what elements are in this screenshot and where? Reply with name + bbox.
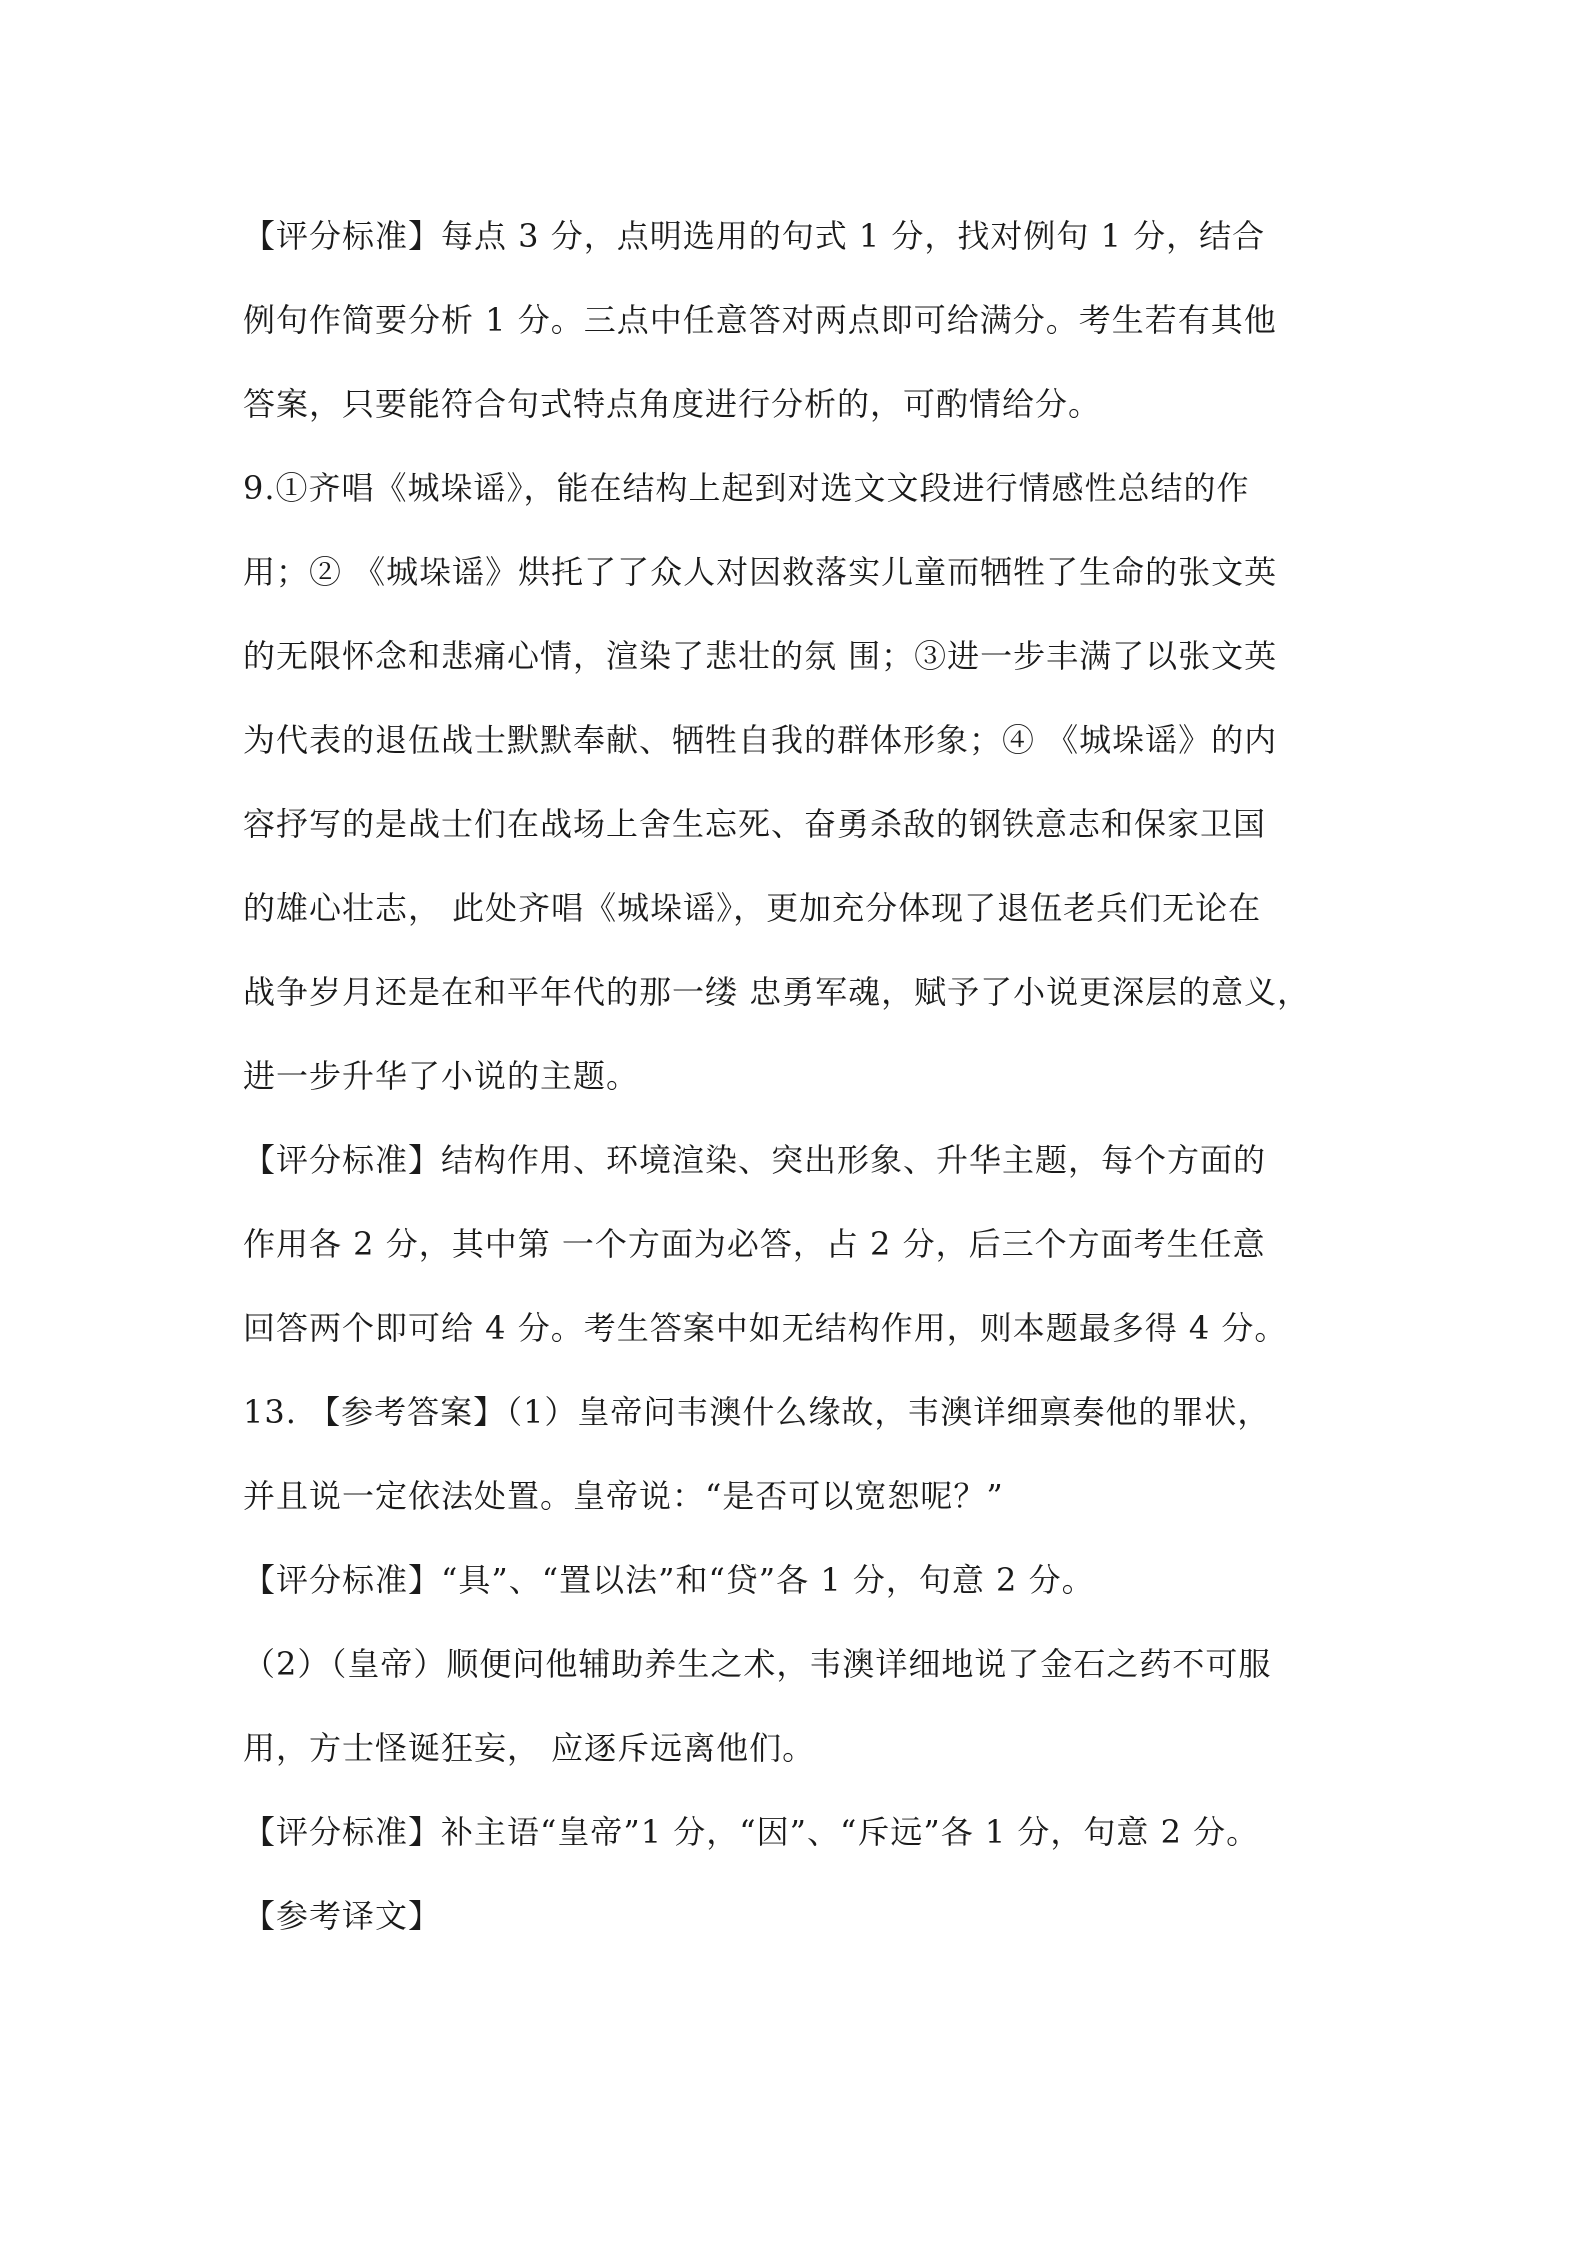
text-line: 【评分标准】每点 3 分，点明选用的句式 1 分，找对例句 1 分，结合 <box>243 217 1266 255</box>
text-line: 并且说一定依法处置。皇帝说：“是否可以宽恕呢？” <box>243 1477 1004 1515</box>
text-line: 的无限怀念和悲痛心情，渲染了悲壮的氛 围；③进一步丰满了以张文英 <box>243 637 1278 675</box>
text-line: 例句作简要分析 1 分。三点中任意答对两点即可给满分。考生若有其他 <box>243 301 1277 339</box>
text-line: 的雄心壮志， 此处齐唱《城垛谣》，更加充分体现了退伍老兵们无论在 <box>243 889 1262 927</box>
text-line: 为代表的退伍战士默默奉献、牺牲自我的群体形象；④ 《城垛谣》的内 <box>243 721 1278 759</box>
text-line: 容抒写的是战士们在战场上舍生忘死、奋勇杀敌的钢铁意志和保家卫国 <box>243 805 1267 843</box>
text-line: 答案，只要能符合句式特点角度进行分析的，可酌情给分。 <box>243 385 1102 423</box>
text-line: 战争岁月还是在和平年代的那一缕 忠勇军魂，赋予了小说更深层的意义， <box>243 973 1311 1011</box>
text-line: 进一步升华了小说的主题。 <box>243 1057 640 1095</box>
text-line: （2）（皇帝）顺便问他辅助养生之术，韦澳详细地说了金石之药不可服 <box>243 1645 1272 1683</box>
text-line: 【评分标准】结构作用、环境渲染、突出形象、升华主题，每个方面的 <box>243 1141 1267 1179</box>
text-line: 【参考译文】 <box>243 1897 442 1935</box>
text-line: 9.①齐唱《城垛谣》，能在结构上起到对选文文段进行情感性总结的作 <box>243 469 1250 507</box>
text-line: 【评分标准】“具”、“置以法”和“贷”各 1 分，句意 2 分。 <box>243 1561 1095 1599</box>
text-line: 用；② 《城垛谣》烘托了了众人对因救落实儿童而牺牲了生命的张文英 <box>243 553 1278 591</box>
text-line: 【评分标准】补主语“皇帝”1 分，“因”、“斥远”各 1 分，句意 2 分。 <box>243 1813 1260 1851</box>
text-line: 作用各 2 分，其中第 一个方面为必答，占 2 分，后三个方面考生任意 <box>243 1225 1266 1263</box>
text-line: 用，方士怪诞狂妄， 应逐斥远离他们。 <box>243 1729 816 1767</box>
text-line: 回答两个即可给 4 分。考生答案中如无结构作用，则本题最多得 4 分。 <box>243 1309 1288 1347</box>
text-line: 13. 【参考答案】（1）皇帝问韦澳什么缘故，韦澳详细禀奏他的罪状， <box>243 1393 1271 1431</box>
